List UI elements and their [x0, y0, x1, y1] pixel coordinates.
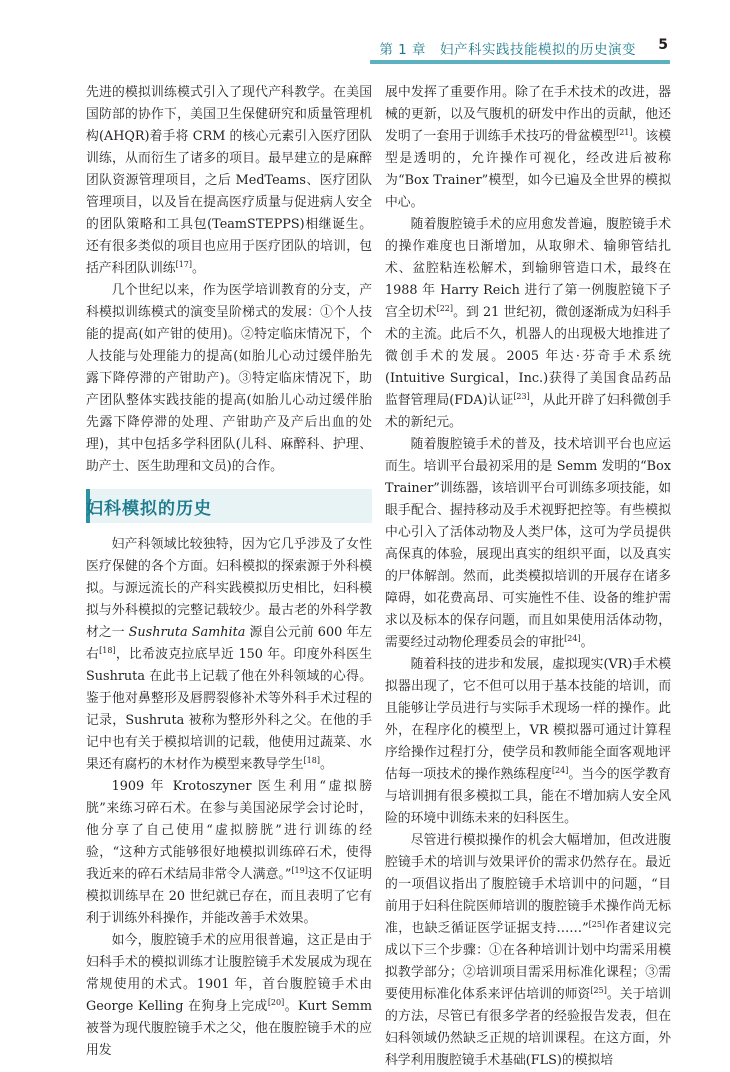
running-header [0, 0, 730, 82]
right-column [385, 82, 671, 1072]
citation: [24] [564, 634, 581, 643]
section-heading [86, 489, 372, 523]
left-column [86, 82, 372, 1062]
citation: [24] [551, 766, 569, 775]
citation: [20] [267, 998, 285, 1007]
citation: [19] [291, 866, 308, 875]
paragraph: 随着科技的进步和发展，虚拟现实(VR)手术模拟器出现了，它不但可以用于基本技能的培训，而且能够让学员进行与实际手术现场一样的操作。此外，在程序化的模型上，VR 模拟器可通过计算程序给操作过程打分，使学员和教师能全面客观地评估每一项技术的操作熟练程度[24]。当今的医学教育与培训拥有很多模拟工具，能在不增加病人安全风险的环境中训练未来的妇科医生。 [385, 657, 672, 826]
citation: [25] [588, 920, 606, 929]
paragraph: 妇产科领域比较独特，因为它几乎涉及了女性医疗保健的各个方面。妇科模拟的探索源于外科模拟。与源远流长的产科实践模拟历史相比，妇科模拟与外科模拟的完整记载较少。最古老的外科学教材之一 Sushruta Samhita 源自公元前 600 年左右[18]，比希波克拉底早近 150 年。印度外科医生 Sushruta 在此书上记载了他在外科领域的心得。鉴于他对鼻整形及唇腭裂修补术等外科手术过程的记录，Sushruta 被称为整形外科之父。在他的手记中也有关于模拟培训的记载，他使用过蔬菜、水果还有腐朽的木材作为模型来教导学生[18]。 [86, 537, 373, 772]
paragraph: 如今，腹腔镜手术的应用很普遍，这正是由于妇科手术的模拟训练才让腹腔镜手术发展成为现在常规使用的术式。1901 年，首台腹腔镜手术由 George Kelling 在狗身上完成[20]。Kurt Semm 被誉为现代腹腔镜手术之父，他在腹腔镜手术的应用发 [86, 933, 372, 1058]
book-title: Sushruta Samhita [128, 625, 246, 640]
section-title: 妇科模拟的历史 [86, 499, 212, 519]
header-rule [370, 60, 670, 64]
citation: [17] [175, 260, 192, 269]
page-number: 5 [658, 37, 668, 53]
citation: [18] [303, 756, 320, 765]
chapter-running-title: 第 1 章 妇产科实践技能模拟的历史演变 [379, 42, 636, 58]
paragraph: 展中发挥了重要作用。除了在手术技术的改进，器械的更新，以及气腹机的研发中作出的贡献，他还发明了一套用于训练手术技巧的骨盆模型[21]。该模型是透明的，允许操作可视化，经改进后被称为“Box Trainer”模型，如今已遍及全世界的模拟中心。 [385, 85, 672, 210]
paragraph: 几个世纪以来，作为医学培训教育的分支，产科模拟训练模式的演变呈阶梯式的发展：①个人技能的提高(如产钳的使用)。②特定临床情况下，个人技能与处理能力的提高(如胎儿心动过缓伴胎先露下降停滞的产钳助产)。③特定临床情况下，助产团队整体实践技能的提高(如胎儿心动过缓伴胎先露下降停滞的处理、产钳助产及产后出血的处理)，其中包括多学科团队(儿科、麻醉科、护理、助产士、医生助理和文员)的合作。 [86, 283, 372, 474]
paragraph: 1909 年 Krotoszyner 医生利用“虚拟膀胱”来练习碎石术。在参与美国泌尿学会讨论时，他分享了自己使用“虚拟膀胱”进行训练的经验，“这种方式能够很好地模拟训练碎石术，使得我近来的碎石术结局非常令人满意。”[19]这不仅证明模拟训练早在 20 世纪就已存在，而且表明了它有利于训练外科操作，并能改善手术效果。 [86, 779, 372, 926]
paragraph: 先进的模拟训练模式引入了现代产科教学。在美国国防部的协作下，美国卫生保健研究和质量管理机构(AHQR)着手将 CRM 的核心元素引入医疗团队训练，从而衍生了诸多的项目。最早建立的是麻醉团队资源管理项目，之后 MedTeams、医疗团队管理项目，以及旨在提高医疗质量与促进病人安全的团队策略和工具包(TeamSTEPPS)相继诞生。还有很多类似的项目也应用于医疗团队的培训，包括产科团队训练[17]。 [86, 85, 372, 276]
citation: [25] [590, 986, 607, 995]
paragraph: 随着腹腔镜手术的应用愈发普遍，腹腔镜手术的操作难度也日渐增加，从取卵术、输卵管结扎术、盆腔粘连松解术，到输卵管造口术，最终在 1988 年 Harry Reich 进行了第一例腹腔镜下子宫全切术[22]。到 21 世纪初，微创逐渐成为妇科手术的主流。此后不久，机器人的出现极大地推进了微创手术的发展。2005 年达·芬奇手术系统(Intuitive Surgical，Inc.)获得了美国食品药品监督管理局(FDA)认证[23]，从此开辟了妇科微创手术的新纪元。 [385, 217, 672, 430]
citation: [21] [616, 128, 633, 137]
citation: [18] [99, 646, 116, 655]
paragraph: 尽管进行模拟操作的机会大幅增加，但改进腹腔镜手术的培训与效果评价的需求仍然存在。最近的一项倡议指出了腹腔镜手术培训中的问题，“目前用于妇科住院医师培训的腹腔镜手术操作尚无标准，也缺乏循证医学证据支持……”[25]作者建议完成以下三个步骤：①在各种培训计划中均需采用模拟教学部分；②培训项目需采用标准化课程；③需要使用标准化体系来评估培训的师资[25]。关于培训的方法，尽管已有很多学者的经验报告发表，但在妇科领域仍然缺乏正规的培训课程。在这方面，外科学利用腹腔镜手术基础(FLS)的模拟培 [385, 833, 672, 1068]
citation: [22] [436, 304, 453, 313]
paragraph: 随着腹腔镜手术的普及，技术培训平台也应运而生。培训平台最初采用的是 Semm 发明的“Box Trainer”训练器，该培训平台可训练多项技能，如眼手配合、握持移动及手术视野把控等。有些模拟中心引入了活体动物及人类尸体，这可为学员提供高保真的体验，展现出真实的组织平面，以及真实的尸体解剖。然而，此类模拟培训的开展存在诸多障碍，如花费高昂、可实施性不佳、设备的维护需求以及标本的保存问题，而且如果使用活体动物，需要经过动物伦理委员会的审批[24]。 [385, 437, 671, 650]
citation: [23] [513, 392, 530, 401]
